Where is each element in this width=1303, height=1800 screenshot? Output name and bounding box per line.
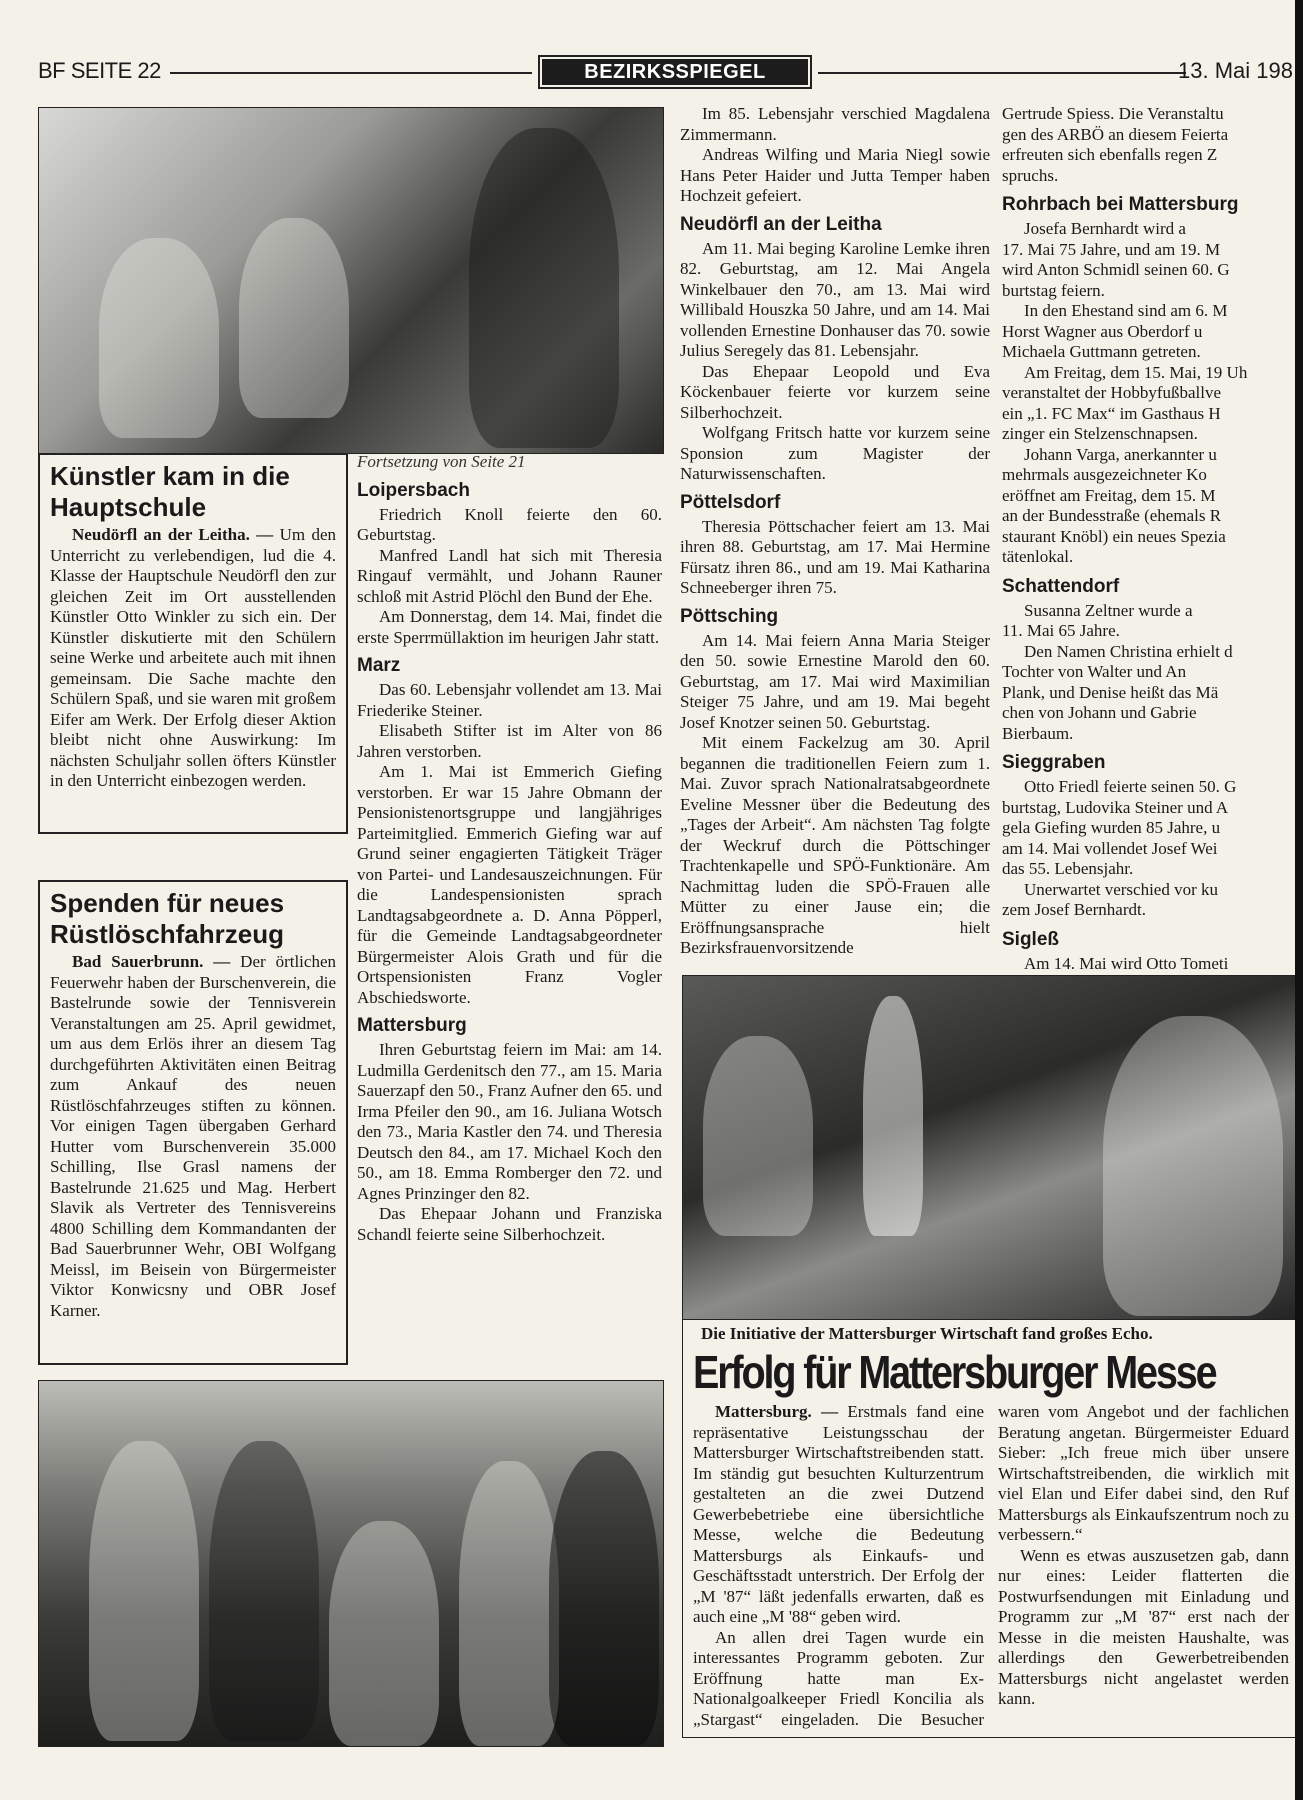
- text-line: veranstaltet der Hobbyfußballve: [1002, 383, 1222, 402]
- text-line: an der Bundesstraße (ehemals R: [1002, 506, 1222, 525]
- paragraph: [680, 517, 990, 599]
- section-heading: Sieggraben: [1002, 752, 1106, 773]
- photo-donation-handover: [38, 1380, 664, 1747]
- text-line: tätenlokal.: [1002, 547, 1074, 566]
- text-line: Tochter von Walter und An: [1002, 662, 1187, 681]
- paragraph: [680, 239, 990, 362]
- article-headline: Künstler kam in die Hauptschule: [50, 461, 290, 522]
- paragraph: [680, 733, 990, 959]
- paragraph-text: Erstmals fand eine repräsentative Leistungsschau der Mattersburger Wirtschaftstreibenden statt. Im ständig gut besuchten Kulturzentrum gestalteten an die zwei Dutzend Gewerbebetriebe eine übersichtliche Messe, welche die Bedeutung Mattersburgs als Einkaufs- und Geschäftsstadt unterstrich. Der Erfolg der „M '87“ läßt jedenfalls erwarten, daß es auch eine „M '88“ geben wird.: [693, 1402, 985, 1626]
- text-line: burtstag, Ludovika Steiner und A: [1002, 797, 1229, 817]
- text-line: gela Giefing wurden 85 Jahre, u: [1002, 818, 1221, 837]
- text-line: staurant Knöbl) ein neues Spezia: [1002, 526, 1226, 546]
- paragraph-text: Das 60. Lebensjahr vollendet am 13. Mai Friederike Steiner.: [357, 680, 662, 720]
- section-title: BEZIRKSSPIEGEL: [542, 59, 808, 85]
- page-number: BF SEITE 22: [38, 58, 161, 83]
- text-line: Den Namen Christina erhielt d: [1024, 641, 1233, 661]
- section-heading: Neudörfl an der Leitha: [680, 213, 882, 235]
- section-heading: Rohrbach bei Mattersburg: [1002, 194, 1239, 215]
- text-line: ein „1. FC Max“ im Gasthaus H: [1002, 403, 1221, 423]
- paragraph: [680, 362, 990, 424]
- section-heading: Mattersburg: [357, 1015, 467, 1036]
- article-kuenstler: [38, 453, 348, 834]
- text-line: Josefa Bernhardt wird a: [1024, 219, 1186, 238]
- column-local-news-2: [357, 452, 662, 1372]
- paragraph: [357, 680, 662, 721]
- text-line: burtstag feiern.: [1002, 280, 1105, 300]
- column-local-news-3: [680, 104, 990, 966]
- paragraph-text: Der örtlichen Feuerwehr haben der Burschenverein, die Bastelrunde sowie der Tennisverein Veranstaltungen am 25. April gewidmet, um aus dem Erlös ihrer an diesem Tag durchgeführten Aktivitäten einen Beitrag zum Ankauf des neuen Rüstlöschfahrzeuges stiften zu können. Vor einigen Tagen übergaben Gerhard Hutter vom Burschenverein 35.000 Schilling, Ilse Grasl namens der Bastelrunde 21.625 und Mag. Herbert Slavik als Vertreter des Tennisvereins 4800 Schilling dem Kommandanten der Bad Sauerbrunner Wehr, OBI Wolfgang Meissl, im Beisein von Bürgermeister Viktor Konwicsny und OBR Josef Karner.: [50, 952, 336, 1320]
- text-line: Am 14. Mai wird Otto Tometi: [1024, 953, 1229, 973]
- text-line: Horst Wagner aus Oberdorf u: [1002, 321, 1203, 341]
- section-heading: Schattendorf: [1002, 575, 1120, 597]
- paragraph: [357, 505, 662, 546]
- text-line: eröffnet am Freitag, dem 15. M: [1002, 485, 1216, 505]
- paragraph: [680, 145, 990, 207]
- section-heading: Sigleß: [1002, 928, 1060, 950]
- article-headline: Spenden für neues Rüstlöschfahrzeug: [50, 888, 285, 949]
- paragraph: [357, 1204, 662, 1245]
- paragraph-text: Wenn es etwas auszusetzen gab, dann nur eines: Leider flatterten die Postwurfsendungen mit Einladung und Programm zur „M '87“ erst nach der Messe in die meisten Haushalte, was allerdings den Gewerbetreibenden Mattersburgs nicht angelastet werden kann.: [998, 1545, 1289, 1708]
- paragraph: [998, 1546, 1289, 1710]
- section-heading: Pöttsching: [680, 605, 779, 627]
- text-line: Otto Friedl feierte seinen 50. G: [1024, 777, 1237, 796]
- paragraph-text: Mit einem Fackelzug am 30. April begannen die traditionellen Feiern zum 1. Mai. Zuvor sprach Nationalratsabgeordnete Eveline Messner über die Bedeutung des „Tages der Arbeit“. Am nächsten Tag folgte der Weckruf durch die Pöttschinger Trachtenkapelle und SPÖ-Funktionäre. Am Nachmittag luden die SPÖ-Frauen alle Mütter zu einer Jause ein; die Eröffnungsansprache hielt Bezirksfrauenvorsitzende: [680, 733, 990, 957]
- paragraph-text: An allen drei Tagen wurde ein interessantes Programm geboten. Zur Eröffnung hatte man Ex-Nationalgoalkeeper Friedl Koncilia als „Stargast“ eingeladen. Die Besucher waren vom Angebot und der fachlichen Beratung angetan. Bürgermeister Eduard Sieber: „Ich freue mich über unsere Wirtschaftstreibenden, die wirklich mit viel Elan und Eifer dabei sind, den Ruf Mattersburgs als Einkaufszentrum noch zu verbessern.“: [693, 1402, 1289, 1729]
- text-line: Michaela Guttmann getreten.: [1002, 342, 1201, 361]
- text-line: Susanna Zeltner wurde a: [1024, 600, 1193, 620]
- paragraph: [680, 631, 990, 734]
- continuation-note: Fortsetzung von Seite 21: [357, 452, 526, 471]
- text-line: 17. Mai 75 Jahre, und am 19. M: [1002, 239, 1221, 259]
- text-line: Gertrude Spiess. Die Veranstaltu: [1002, 104, 1224, 123]
- section-heading: Marz: [357, 655, 401, 676]
- text-line: chen von Johann und Gabrie: [1002, 703, 1197, 722]
- article-messe: [682, 1318, 1300, 1738]
- text-line: am 14. Mai vollendet Josef Wei: [1002, 838, 1218, 858]
- scan-edge: [1295, 0, 1303, 1800]
- header-rule-left: [170, 72, 532, 74]
- paragraph-text: Um den Unterricht zu verlebendigen, lud die 4. Klasse der Hauptschule Neudörfl den zur gleichen Zeit im Ort ausstellenden Künstler Otto Winkler zu sich ein. Der Künstler diskutierte mit den Schülern seine Werke und arbeitete auch mit ihnen gemeinsam. Die Sache machte den Schülern Spaß, und sie waren mit großem Eifer am Werk. Der Erfolg dieser Aktion bleibt nicht ohne Auswirkung: Im nächsten Schuljahr sollen öfters Künstler in den Unterricht einbezogen werden.: [50, 525, 337, 790]
- header-rule-right: [818, 72, 1186, 74]
- text-line: mehrmals ausgezeichneter Ko: [1002, 465, 1207, 484]
- paragraph-text: Theresia Pöttschacher feiert am 13. Mai ihren 88. Geburtstag, am 17. Mai Hermine Fürsatz ihren 86., und am 19. Mai Katharina Schneeberger ihren 75.: [680, 516, 990, 597]
- section-masthead: [538, 55, 812, 89]
- text-line: Unerwartet verschied vor ku: [1024, 879, 1219, 899]
- paragraph: [357, 721, 662, 762]
- paragraph-text: Am 14. Mai feiern Anna Maria Steiger den 50. sowie Ernestine Marold den 60. Geburtstag, am 17. Mai wird Maximilian Steiger 75 Jahre, und am 19. Mai begeht Josef Knotzer seinen 50. Geburtstag.: [680, 630, 990, 732]
- text-line: wird Anton Schmidl seinen 60. G: [1002, 260, 1230, 279]
- paragraph: [357, 1040, 662, 1204]
- photo-caption: Die Initiative der Mattersburger Wirtschaft fand großes Echo.: [701, 1324, 1153, 1343]
- text-line: Am Freitag, dem 15. Mai, 19 Uh: [1024, 362, 1248, 382]
- column-local-news-4: [1002, 104, 1295, 974]
- dateline: Mattersburg. —: [715, 1402, 839, 1421]
- paragraph-text: Wolfgang Fritsch hatte vor kurzem seine Sponsion zum Magister der Naturwissenschaften.: [680, 423, 990, 483]
- paragraph: [357, 546, 662, 608]
- text-line: spruchs.: [1002, 165, 1059, 185]
- paragraph-text: Im 85. Lebensjahr verschied Magdalena Zimmermann.: [680, 104, 990, 144]
- paragraph-text: Das Ehepaar Johann und Franziska Schandl feierte seine Silberhochzeit.: [357, 1204, 662, 1244]
- paragraph-text: Elisabeth Stifter ist im Alter von 86 Jahren verstorben.: [357, 721, 662, 761]
- text-line: Bierbaum.: [1002, 723, 1074, 743]
- text-line: Plank, und Denise heißt das Mä: [1002, 682, 1219, 702]
- paragraph-text: Am 11. Mai beging Karoline Lemke ihren 82. Geburtstag, am 12. Mai Angela Winkelbauer den 70., am 13. Mai wird Willibald Houszka 50 Jahre, und am 14. Mai vollenden Ernestine Donhauser das 70. sowie Julius Seregely das 81. Lebensjahr.: [680, 238, 990, 360]
- text-line: 11. Mai 65 Jahre.: [1002, 621, 1120, 640]
- dateline: Neudörfl an der Leitha. —: [72, 525, 274, 544]
- section-heading: Pöttelsdorf: [680, 491, 781, 513]
- paragraph: [50, 952, 336, 1321]
- paragraph-text: Am 1. Mai ist Emmerich Giefing verstorben. Er war 15 Jahre Obmann der Pensionistenortsgruppe und langjähriges Parteimitglied. Emmerich Giefing war auf Grund seiner engagierten Tätigkeit Träger von Partei- und Landesauszeichnungen. Für die Landespensionisten sprach Landtagsabgeordnete a. D. Anna Pöpperl, für die Gemeinde Landtagsabgeordneter Bürgermeister Alois Grath und für die Ortspensionisten Franz Vogler Abschiedsworte.: [357, 762, 662, 1007]
- paragraph-text: Das Ehepaar Leopold und Eva Köckenbauer feierte vor kurzem seine Silberhochzeit.: [680, 361, 990, 422]
- text-line: erfreuten sich ebenfalls regen Z: [1002, 145, 1218, 164]
- paragraph: [680, 104, 990, 145]
- dateline: Bad Sauerbrunn. —: [72, 952, 231, 971]
- paragraph: [50, 525, 336, 792]
- paragraph-text: Manfred Landl hat sich mit Theresia Ringauf vermählt, und Johann Rauner schloß mit Astrid Plöchl den Bund der Ehe.: [357, 545, 662, 606]
- article-headline: Erfolg für Mattersburger Messe: [693, 1346, 1216, 1398]
- section-heading: Loipersbach: [357, 479, 470, 501]
- article-spenden: [38, 880, 348, 1365]
- photo-classroom: [38, 107, 664, 454]
- text-line: gen des ARBÖ an diesem Feierta: [1002, 124, 1229, 144]
- paragraph: [693, 1402, 984, 1628]
- paragraph-text: Andreas Wilfing und Maria Niegl sowie Hans Peter Haider und Jutta Temper haben Hochzeit gefeiert.: [680, 145, 990, 205]
- text-line: zem Josef Bernhardt.: [1002, 900, 1146, 919]
- text-line: Johann Varga, anerkannter u: [1024, 444, 1217, 464]
- paragraph-text: Ihren Geburtstag feiern im Mai: am 14. Ludmilla Gerdenitsch den 77., am 15. Maria Sauerzapf den 50., Franz Aufner den 65. und Irma Pfeiler den 90., am 16. Juliana Wotsch den 73., Maria Kastler den 74. und Theresia Deutsch den 84., am 17. Michael Koch den 50., am 18. Emma Romberger den 72. und Agnes Prinzinger den 82.: [357, 1040, 662, 1203]
- issue-date: 13. Mai 198: [1178, 58, 1293, 83]
- paragraph: [357, 762, 662, 1008]
- photo-messe-crowd: [682, 975, 1302, 1320]
- text-line: zinger ein Stelzenschnapsen.: [1002, 424, 1198, 443]
- text-line: In den Ehestand sind am 6. M: [1024, 301, 1228, 320]
- paragraph-text: Friedrich Knoll feierte den 60. Geburtstag.: [357, 504, 662, 544]
- paragraph-text: Am Donnerstag, dem 14. Mai, findet die erste Sperrmüllaktion im heurigen Jahr statt.: [357, 607, 662, 647]
- text-line: das 55. Lebensjahr.: [1002, 859, 1134, 878]
- paragraph: [680, 423, 990, 485]
- paragraph: [357, 607, 662, 648]
